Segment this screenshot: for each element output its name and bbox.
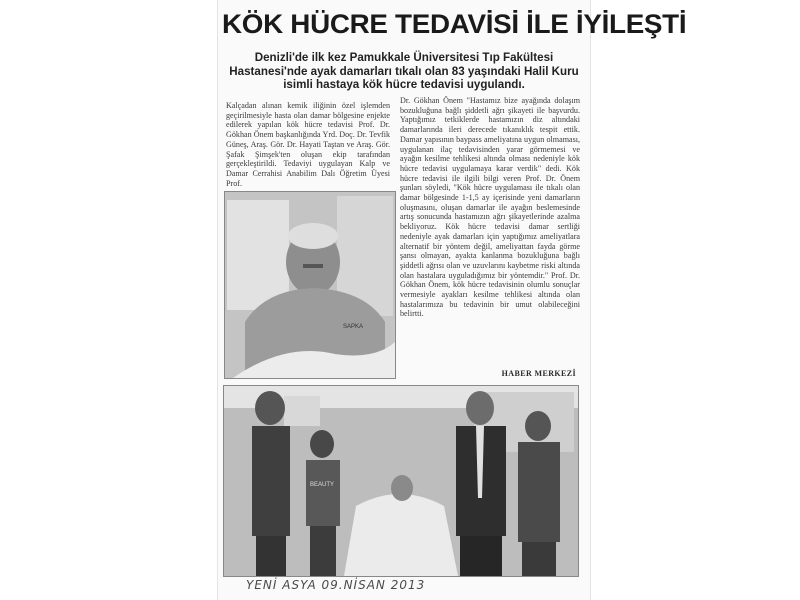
patient-shirt-text: SAPKA <box>343 324 364 330</box>
handwritten-source-note: YENİ ASYA 09.NİSAN 2013 <box>246 578 426 592</box>
article-deck: Denizli'de ilk kez Pamukkale Üniversitesi Tıp Fakültesi Hastanesi'nde ayak damarları tıkalı olan 83 yaşındaki Halil Kuru isimli hastaya kök hücre tedavisi uygulandı. <box>229 51 579 92</box>
article-byline: HABER MERKEZİ <box>501 369 576 378</box>
medical-team-illustration <box>224 386 578 576</box>
girl-shirt-text: BEAUTY <box>310 482 335 488</box>
article-headline: KÖK HÜCRE TEDAVİSİ İLE İYİLEŞTİ <box>222 9 687 39</box>
article-column-left: Kalçadan alınan kemik iliğinin özel işlemden geçirilmesiyle hasta olan damar bölgesine enjekte edilerek yapılan kök hücre tedavisi Prof. Dr. Gökhan Önem başkanlığında Yrd. Doç. Dr. Tevfik Güneş, Araş. Gör. Dr. Hayati Taştan ve Araş. Gör. Şafak Şimşek'ten oluşan ekip tarafından gerçekleştirildi. Tedaviyi uygulayan Kalp ve Damar Cerrahisi Anabilim Dalı Öğretim Üyesi Prof. <box>226 101 390 188</box>
patient-photo <box>224 191 396 379</box>
article-column-right: Dr. Gökhan Önem "Hastamız bize ayağında dolaşım bozukluğuna bağlı şiddetli ağrı şikayeti ile başvurdu. Yaptığımız tetkiklerde hastamızın diz altındaki damarlarında ileri derecede tıkanıklık tespit ettik. Damar yapısının baypass ameliyatına uygun olmaması, uygulanan ilaç tedavisinden yarar görmemesi ve ayağın kesilme tehlikesi altında olması nedeniyle kök hücre tedavisi uygulamaya karar verdik" dedi. Kök hücre tedavisi ile ilgili bilgi veren Prof. Dr. Önem şunları söyledi, "Kök hücre uygulaması ile tıkalı olan damar bölgesinde 1-1,5 ay içerisinde yeni damarların oluşmasını, oluşan damarlar ile ayağın beslemesinde artış sonucunda hastamızın ağrı şikayetlerinde azalma bekliyoruz. Kök hücre tedavisi damar sertliği nedeniyle ayak damarları için yaptığımız ameliyatlara alternatif bir yöntem değil, ameliyattan fayda görme şansı olmayan, ayakta kanlanma bozukluğuna bağlı şiddetli ağrısı olan ve uzuvlarını kaybetme riski altında olan hastalara uyguladığımız bir yöntemdir." Prof. Dr. Gökhan Önem, kök hücre tedavisinin olumlu sonuçlar vermesiyle ayakları kesilme tehlikesi altında olan hastalarımıza bu tedavinin bir umut olabileceğini belirtti. <box>400 96 580 319</box>
medical-team-photo <box>223 385 579 577</box>
patient-photo-illustration <box>225 192 395 378</box>
